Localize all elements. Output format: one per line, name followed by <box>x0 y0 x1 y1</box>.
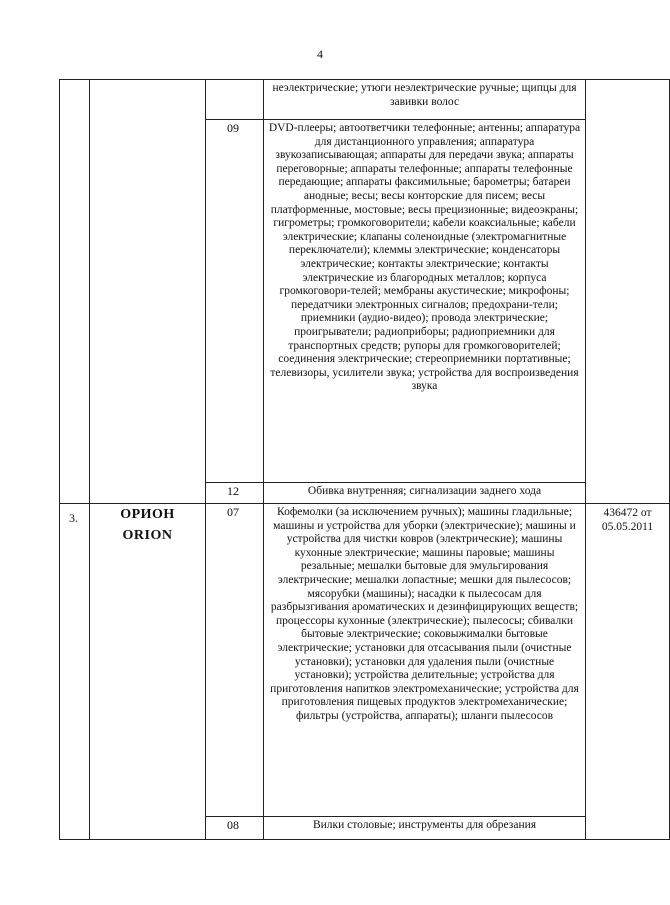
goods-cell: Кофемолки (за исключением ручных); машины гладильные; машины и устройства для уборки (электрические); машины и устройства для чистки ковров (электрические); машины кухонные электрические; машины паровые; машины резальные; мешалки бытовые для эмульгирования электрические; мешалки лопастные; мешки для пылесосов; мясорубки (машины); насадки к пылесосам для разбрызгивания ароматических и дезинфицирующих веществ; процессоры кухонные (электрические); пылесосы; сбивалки бытовые электрические; соковыжималки бытовые электрические; установки для отсасывания пыли (очистные установки); установки для удаления пыли (очистные установки); устройства делительные; устройства для приготовления напитков электромеханические; устройства для приготовления пищевых продуктов электромеханические; фильтры (устройства, аппараты); шланги пылесосов <box>264 504 586 817</box>
class-cell: 07 <box>206 504 264 817</box>
trademark-registry-table <box>59 79 670 840</box>
table-row <box>60 80 670 120</box>
trademark-name-ru: ОРИОН <box>120 507 175 522</box>
row-number: 3. <box>60 504 90 840</box>
class-cell: 08 <box>206 817 264 840</box>
class-cell: 12 <box>206 483 264 504</box>
trademark-name <box>90 504 206 840</box>
table-row <box>60 504 670 817</box>
registration-number: 436472 от 05.05.2011 <box>586 504 670 840</box>
number-cell <box>60 80 90 504</box>
goods-cell: DVD-плееры; автоответчики телефонные; антенны; аппаратура для дистанционного управления; аппаратура звукозаписывающая; аппараты для передачи звука; аппараты переговорные; аппараты телефонные; аппараты телефонные передающие; аппараты факсимильные; барометры; батареи анодные; весы; весы конторские для писем; весы платформенные, мостовые; весы прецизионные; видеоэкраны; гигрометры; громкоговорители; кабели коаксиальные; кабели электрические; клапаны соленоидные (электромагнитные переключатели); клеммы электрические; конденсаторы электрические; контакты электрические; контакты электрические из благородных металлов; корпуса громкоговори-телей; мембраны акустические; микрофоны; передатчики электронных сигналов; предохрани-тели; приемники (аудио-видео); провода электрические; проигрыватели; радиоприборы; радиоприемники для транспортных средств; рупоры для громкоговорителей; соединения электрические; стереоприемники портативные; телевизоры, усилители звука; устройства для воспроизведения звука <box>264 120 586 483</box>
class-cell: 09 <box>206 120 264 483</box>
goods-cell: Вилки столовые; инструменты для обрезания <box>264 817 586 840</box>
goods-cell: неэлектрические; утюги неэлектрические ручные; щипцы для завивки волос <box>264 80 586 120</box>
goods-cell: Обивка внутренняя; сигнализации заднего хода <box>264 483 586 504</box>
page-number: 4 <box>317 47 323 61</box>
mark-cell <box>90 80 206 504</box>
registration-cell <box>586 80 670 504</box>
trademark-name-en: ORION <box>122 528 173 543</box>
class-cell <box>206 80 264 120</box>
